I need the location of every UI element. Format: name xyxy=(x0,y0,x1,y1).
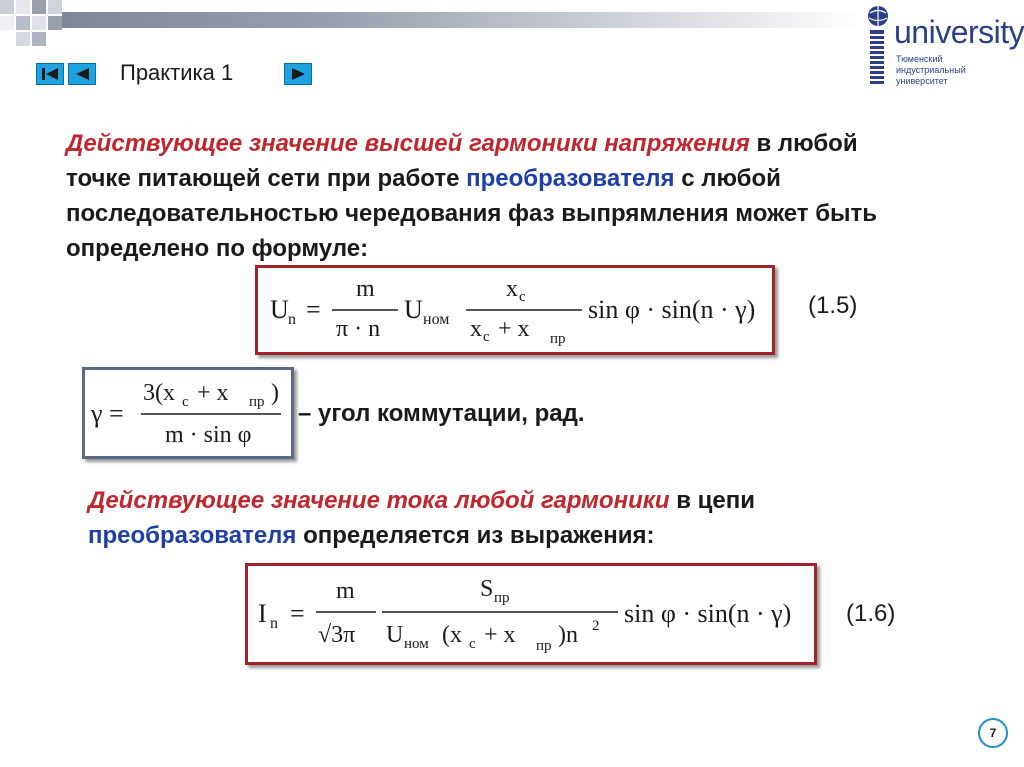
formula-1-5 xyxy=(258,268,772,352)
decor-square xyxy=(32,16,46,30)
svg-text:n: n xyxy=(270,615,278,632)
svg-text:x: x xyxy=(506,276,518,302)
svg-text:x: x xyxy=(470,316,482,342)
link-converter[interactable]: преобразователя xyxy=(88,522,297,549)
formula-1-5-box xyxy=(255,265,775,355)
nav-back-group xyxy=(36,63,96,85)
slide-title: Практика 1 xyxy=(120,60,234,85)
svg-text:3(x: 3(x xyxy=(143,380,175,406)
term-harmonic-voltage: Действующее значение высшей гармоники напряжения xyxy=(66,130,750,157)
svg-text:=: = xyxy=(290,599,305,628)
svg-text:c: c xyxy=(519,289,526,305)
decor-square xyxy=(48,0,62,14)
equation-number-1-6: (1.6) xyxy=(846,600,896,627)
decor-square xyxy=(0,0,14,14)
globe-icon xyxy=(864,4,894,94)
header-gradient-bar xyxy=(62,12,862,28)
gamma-caption: – угол коммутации, рад. xyxy=(298,400,585,427)
svg-text:m · sin φ: m · sin φ xyxy=(165,422,252,448)
first-slide-button[interactable] xyxy=(36,63,64,85)
svg-text:+ x: + x xyxy=(484,622,516,648)
paragraph-harmonic-current: Действующее значение тока любой гармоники в цепи преобразователя определяется из выражения: xyxy=(88,487,756,549)
equation-number-1-5: (1.5) xyxy=(808,292,858,319)
university-logo xyxy=(864,4,1024,94)
previous-slide-button[interactable] xyxy=(68,63,96,85)
svg-text:пр: пр xyxy=(550,331,566,347)
nav-forward-group xyxy=(284,63,312,85)
decor-square xyxy=(32,32,46,46)
decor-square xyxy=(32,0,46,14)
decor-square xyxy=(0,16,14,30)
svg-text:): ) xyxy=(271,380,279,406)
svg-text:c: c xyxy=(182,394,189,410)
svg-text:)n: )n xyxy=(558,622,578,648)
svg-text:√3π: √3π xyxy=(318,622,356,648)
svg-text:sin φ · sin(n · γ): sin φ · sin(n · γ) xyxy=(588,295,756,324)
logo-wordmark: university xyxy=(894,14,1024,50)
svg-text:пр: пр xyxy=(536,638,552,654)
svg-text:sin φ · sin(n · γ): sin φ · sin(n · γ) xyxy=(624,599,792,628)
decor-square xyxy=(16,0,30,14)
next-slide-button[interactable] xyxy=(284,63,312,85)
svg-text:c: c xyxy=(483,329,490,345)
formula-1-6-box xyxy=(245,563,817,665)
svg-text:m: m xyxy=(336,578,355,604)
svg-text:π · n: π · n xyxy=(336,316,381,342)
decor-square xyxy=(16,32,30,46)
svg-text:=: = xyxy=(306,295,321,324)
arrow-right-icon xyxy=(285,64,311,84)
svg-text:U: U xyxy=(386,622,404,648)
svg-text:n: n xyxy=(288,311,296,328)
svg-text:U: U xyxy=(270,295,289,324)
svg-text:пр: пр xyxy=(249,394,265,410)
svg-text:пр: пр xyxy=(494,590,510,606)
svg-text:ном: ном xyxy=(404,636,429,652)
svg-text:(x: (x xyxy=(442,622,462,648)
svg-text:+ x: + x xyxy=(197,380,229,406)
arrow-left-icon xyxy=(69,64,95,84)
svg-text:I: I xyxy=(258,599,267,628)
formula-gamma-box xyxy=(82,367,294,459)
svg-text:γ =: γ = xyxy=(91,399,124,428)
svg-text:m: m xyxy=(356,276,375,302)
decor-square xyxy=(16,16,30,30)
decor-square xyxy=(48,16,62,30)
svg-text:S: S xyxy=(480,576,494,602)
svg-text:2: 2 xyxy=(592,618,600,634)
formula-1-6 xyxy=(248,566,814,662)
term-harmonic-current: Действующее значение тока любой гармоники xyxy=(88,487,670,514)
skip-back-icon xyxy=(37,64,63,84)
logo-subtitle: Тюменский индустриальный университет xyxy=(896,54,966,86)
page-number-badge: 7 xyxy=(978,718,1008,748)
svg-text:+ x: + x xyxy=(498,316,530,342)
paragraph-harmonic-voltage: Действующее значение высшей гармоники напряжения в любой точке питающей сети при работе преобразователя с любой последовательностью чередования фаз выпрямления может быть определено по формуле: xyxy=(66,130,878,262)
link-converter[interactable]: преобразователя xyxy=(466,165,675,192)
svg-text:U: U xyxy=(404,295,423,324)
svg-text:ном: ном xyxy=(423,311,450,328)
formula-gamma xyxy=(85,370,291,456)
svg-text:c: c xyxy=(469,636,476,652)
